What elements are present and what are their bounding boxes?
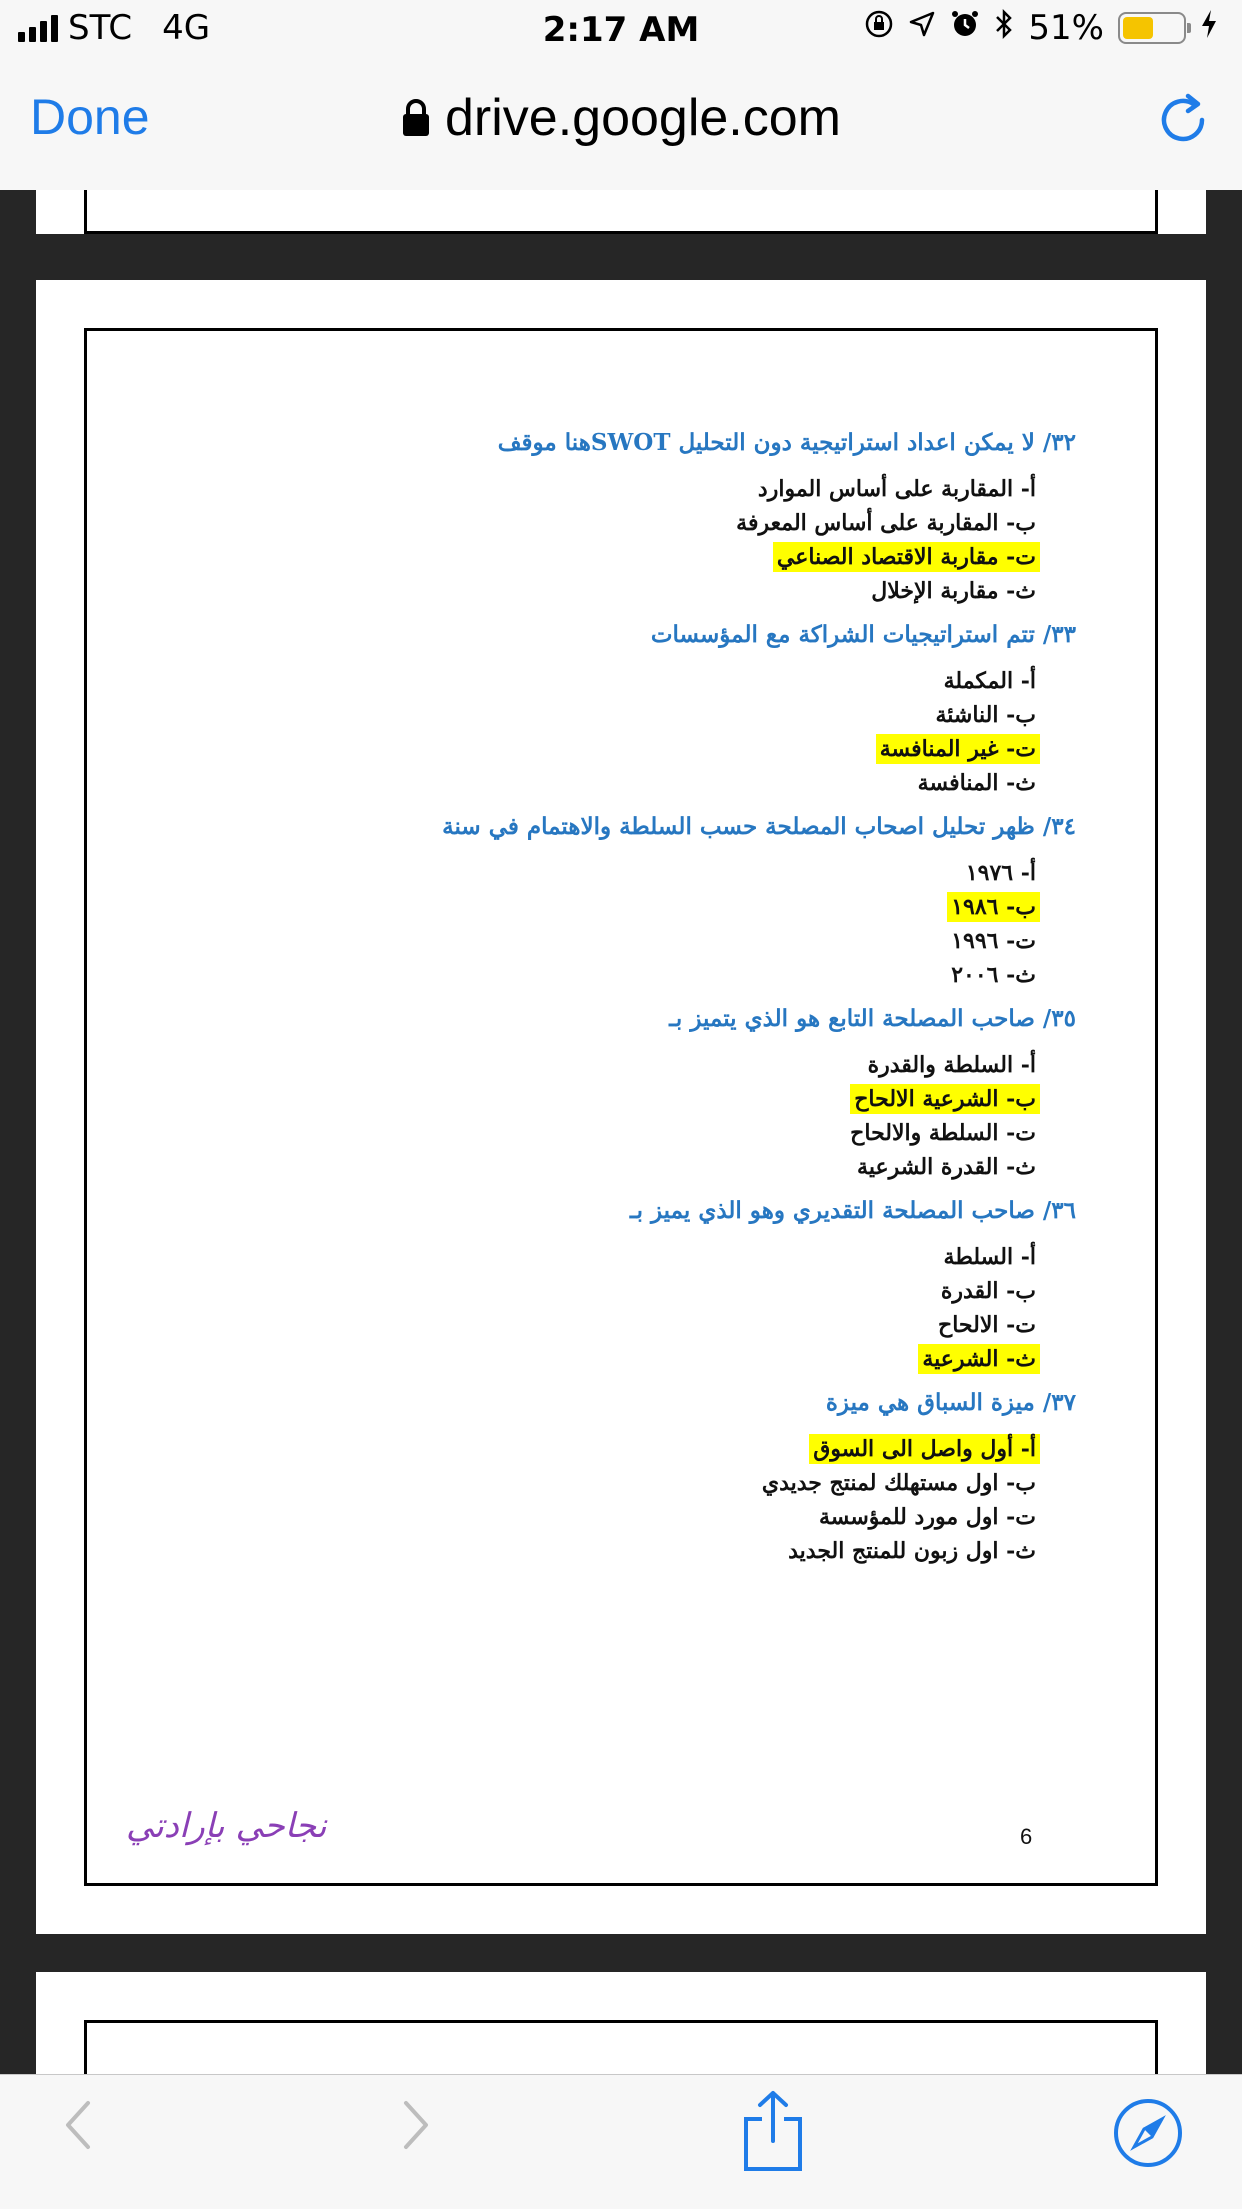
option-text: ث- الشرعية <box>918 1344 1040 1374</box>
page-number: 6 <box>1020 1824 1033 1849</box>
answer-option <box>176 698 1040 732</box>
document-viewer[interactable] <box>0 190 1242 2074</box>
question-32: ٣٢/ لا يمكن اعداد استراتيجية دون التحليل SWOTهنا موقف <box>497 429 1076 456</box>
lock-icon <box>401 91 431 151</box>
bottom-toolbar <box>0 2074 1242 2209</box>
question-37: ٣٧/ ميزة السباق هي ميزة <box>825 1389 1076 1416</box>
option-text: أ- السلطة والقدرة <box>867 1052 1036 1078</box>
clock: 2:17 AM <box>542 10 700 50</box>
answer-option <box>176 766 1040 800</box>
option-text: ث- ٢٠٠٦ <box>951 962 1036 988</box>
address-bar[interactable] <box>0 88 1242 151</box>
answer-option <box>176 1048 1040 1082</box>
bluetooth-icon <box>994 8 1014 48</box>
answer-option <box>176 1240 1040 1274</box>
option-text: أ- المكملة <box>943 668 1036 694</box>
alarm-icon <box>950 9 980 47</box>
option-text: أ- ١٩٧٦ <box>965 860 1036 886</box>
battery-icon <box>1118 12 1186 44</box>
option-text: ث- المنافسة <box>917 770 1036 796</box>
location-arrow-icon <box>908 10 936 46</box>
option-text: ت- اول مورد للمؤسسة <box>818 1504 1036 1530</box>
answer-option <box>176 506 1040 540</box>
options-list <box>176 856 1076 992</box>
answer-option <box>176 1500 1040 1534</box>
answer-option <box>176 924 1040 958</box>
options-list <box>176 472 1076 608</box>
page-border <box>84 2020 1158 2074</box>
page-border <box>84 190 1158 234</box>
option-text: ب- ١٩٨٦ <box>947 892 1040 922</box>
current-page <box>36 280 1206 1934</box>
option-text: أ- أول واصل الى السوق <box>809 1434 1040 1464</box>
option-text: ث- القدرة الشرعية <box>857 1154 1036 1180</box>
answer-option <box>176 1150 1040 1184</box>
answer-option <box>176 472 1040 506</box>
option-text: ت- الالحاح <box>938 1312 1036 1338</box>
option-text: ت- السلطة والالحاح <box>850 1120 1036 1146</box>
status-right <box>864 8 1218 48</box>
done-button[interactable]: Done <box>30 89 150 145</box>
answer-option <box>176 1308 1040 1342</box>
browser-nav-bar <box>0 62 1242 191</box>
option-text: ث- اول زبون للمنتج الجديد <box>788 1538 1036 1564</box>
answer-option <box>176 664 1040 698</box>
back-arrow-icon[interactable] <box>58 2095 98 2159</box>
network-type: 4G <box>162 8 211 48</box>
charging-bolt-icon <box>1200 9 1218 47</box>
options-list <box>176 1432 1076 1568</box>
next-page <box>36 1972 1206 2074</box>
option-text: ت- مقاربة الاقتصاد الصناعي <box>773 542 1040 572</box>
answer-option <box>176 574 1040 608</box>
option-text: ب- الناشئة <box>935 702 1036 728</box>
highlighted-answer <box>176 1082 1040 1116</box>
share-icon[interactable] <box>742 2089 804 2177</box>
option-text: ب- القدرة <box>940 1278 1036 1304</box>
carrier-name: STC <box>68 8 133 48</box>
question-35: ٣٥/ صاحب المصلحة التابع هو الذي يتميز بـ <box>669 1005 1076 1032</box>
status-bar <box>0 0 1242 62</box>
orientation-lock-icon <box>864 9 894 47</box>
highlighted-answer <box>176 1342 1040 1376</box>
answer-option <box>176 1116 1040 1150</box>
options-list <box>176 1048 1076 1184</box>
option-text: أ- المقاربة على أساس الموارد <box>757 476 1036 502</box>
options-list <box>176 664 1076 800</box>
answer-option <box>176 1466 1040 1500</box>
question-33: ٣٣/ تتم استراتيجيات الشراكة مع المؤسسات <box>650 621 1076 648</box>
signature: نجاحي بإرادتي <box>126 1806 327 1846</box>
option-text: ت- ١٩٩٦ <box>951 928 1036 954</box>
highlighted-answer <box>176 1432 1040 1466</box>
option-text: ب- المقاربة على أساس المعرفة <box>736 510 1036 536</box>
questions-list <box>176 426 1076 1578</box>
highlighted-answer <box>176 890 1040 924</box>
option-text: ث- مقاربة الإخلال <box>871 578 1036 604</box>
answer-option <box>176 958 1040 992</box>
question-36: ٣٦/ صاحب المصلحة التقديري وهو الذي يميز بـ <box>629 1197 1076 1224</box>
battery-percent: 51% <box>1028 8 1104 48</box>
highlighted-answer <box>176 732 1040 766</box>
forward-arrow-icon[interactable] <box>396 2095 436 2159</box>
highlighted-answer <box>176 540 1040 574</box>
url-text: drive.google.com <box>445 89 841 147</box>
answer-option <box>176 856 1040 890</box>
option-text: ب- الشرعية الالحاح <box>850 1084 1040 1114</box>
option-text: ب- اول مستهلك لمنتج جديدي <box>761 1470 1036 1496</box>
previous-page <box>36 190 1206 234</box>
options-list <box>176 1240 1076 1376</box>
question-34: ٣٤/ ظهر تحليل اصحاب المصلحة حسب السلطة والاهتمام في سنة <box>442 813 1076 840</box>
answer-option <box>176 1274 1040 1308</box>
battery-fill <box>1123 17 1153 39</box>
option-text: أ- السلطة <box>943 1244 1036 1270</box>
answer-option <box>176 1534 1040 1568</box>
reload-icon[interactable] <box>1158 90 1212 154</box>
option-text: ت- غير المنافسة <box>876 734 1040 764</box>
safari-compass-icon[interactable] <box>1112 2097 1184 2173</box>
